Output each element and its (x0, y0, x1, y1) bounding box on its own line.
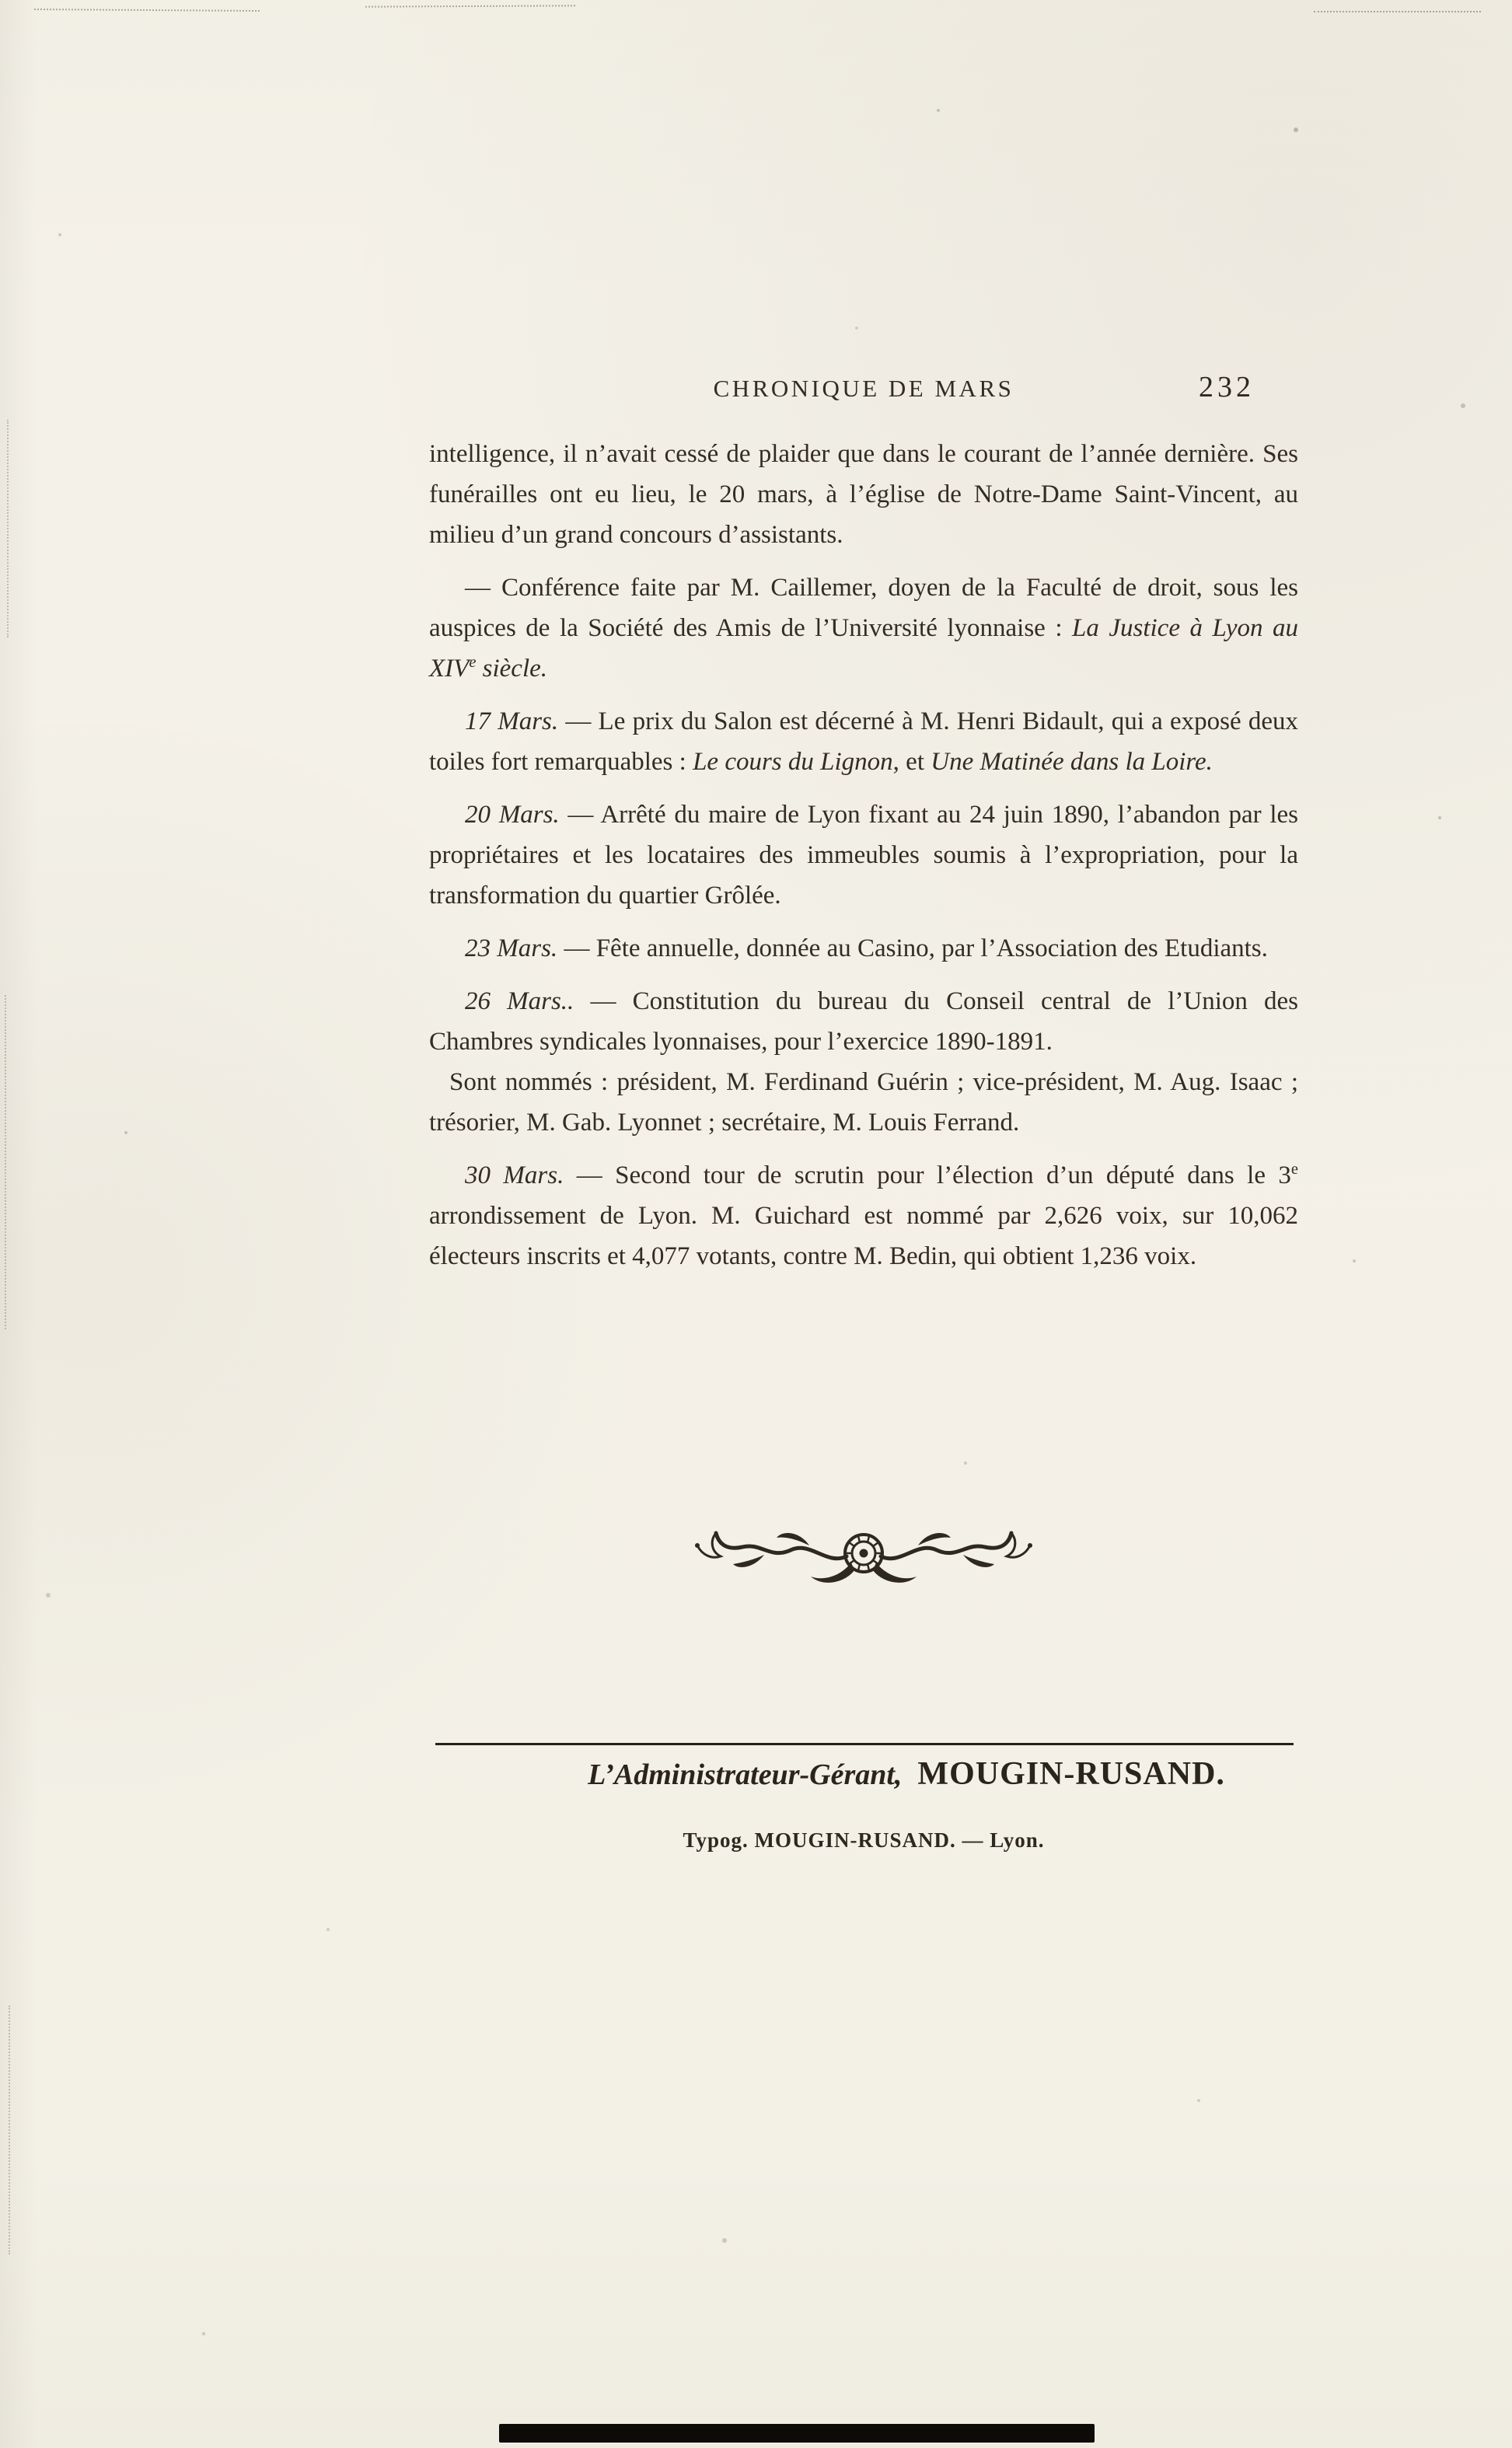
scan-edge-mark (365, 5, 575, 7)
paragraph (429, 434, 1298, 555)
text-span: — Le prix du Salon est décerné à M. Henri Bidault, qui a exposé deux toiles fort remarquables : (429, 707, 1298, 776)
paragraph (429, 928, 1298, 969)
scan-specks (0, 0, 3, 3)
scan-edge-mark (7, 420, 9, 637)
scan-edge-mark (5, 995, 6, 1329)
fleuron-ornament (429, 1514, 1298, 1596)
paragraph (429, 1155, 1298, 1276)
paragraph (429, 701, 1298, 782)
text-span: e (1290, 1161, 1298, 1178)
floral-rosette-flourish-icon (693, 1514, 1035, 1592)
body-text-column (429, 434, 1298, 1289)
italic-span: 30 Mars. (465, 1161, 564, 1189)
administrator-label: L’Administrateur-Gérant, (588, 1758, 903, 1791)
scan-edge-mark (1314, 11, 1481, 12)
paragraph (429, 567, 1298, 689)
text-span: arrondissement de Lyon. M. Guichard est nommé par 2,626 voix, sur 10,062 électeurs inscrits et 4,077 votants, contre M. Bedin, qui obtient 1,236 voix. (429, 1202, 1298, 1270)
running-title: CHRONIQUE DE MARS (713, 375, 1014, 402)
text-span: — Fête annuelle, donnée au Casino, par l’Association des Etudiants. (557, 934, 1268, 962)
administrator-name: MOUGIN-RUSAND. (917, 1756, 1225, 1792)
scan-edge-mark (34, 9, 260, 12)
scan-edge-mark (9, 2006, 10, 2254)
italic-span: La Justice à Lyon au XIV (429, 614, 1298, 683)
text-span: , et (892, 748, 931, 776)
text-span: — Second tour de scrutin pour l’élection d’un député dans le 3 (564, 1161, 1291, 1189)
page-number: 232 (1199, 371, 1255, 403)
italic-span: 20 Mars. (465, 801, 560, 829)
italic-span: siècle. (476, 655, 548, 683)
text-span: Sont nommés : président, M. Ferdinand Guérin ; vice-président, M. Aug. Isaac ; trésorier, M. Gab. Lyonnet ; secrétaire, M. Louis Ferrand. (429, 1068, 1298, 1137)
administrator-line (429, 1755, 1298, 1793)
italic-span: 23 Mars. (465, 934, 558, 962)
italic-span: e (469, 654, 477, 671)
text-span: intelligence, il n’avait cessé de plaider que dans le courant de l’année dernière. Ses funérailles ont eu lieu, le 20 mars, à l’église de Notre-Dame Saint-Vincent, au milieu d’un grand concours d’assistants. (429, 440, 1298, 549)
imprint-line: Typog. MOUGIN-RUSAND. — Lyon. (683, 1828, 1045, 1852)
scan-artifact-bar (499, 2424, 1095, 2443)
text-span: — Constitution du bureau du Conseil central de l’Union des Chambres syndicales lyonnaises, pour l’exercice 1890-1891. (429, 987, 1298, 1056)
text-span: — Arrêté du maire de Lyon fixant au 24 juin 1890, l’abandon par les propriétaires et les locataires des immeubles soumis à l’expropriation, pour la transformation du quartier Grôlée. (429, 801, 1298, 910)
paragraph (429, 981, 1298, 1062)
paragraph (429, 794, 1298, 916)
footer-rule (435, 1743, 1294, 1745)
italic-span: Une Matinée dans la Loire. (931, 748, 1213, 776)
text-span: — Conférence faite par M. Caillemer, doyen de la Faculté de droit, sous les auspices de la Société des Amis de l’Université lyonnaise : (429, 574, 1298, 642)
italic-span: Le cours du Lignon (693, 748, 893, 776)
italic-span: 26 Mars.. (465, 987, 574, 1015)
page-header (429, 371, 1298, 403)
italic-span: 17 Mars. (465, 707, 559, 735)
paragraph (429, 1062, 1298, 1143)
